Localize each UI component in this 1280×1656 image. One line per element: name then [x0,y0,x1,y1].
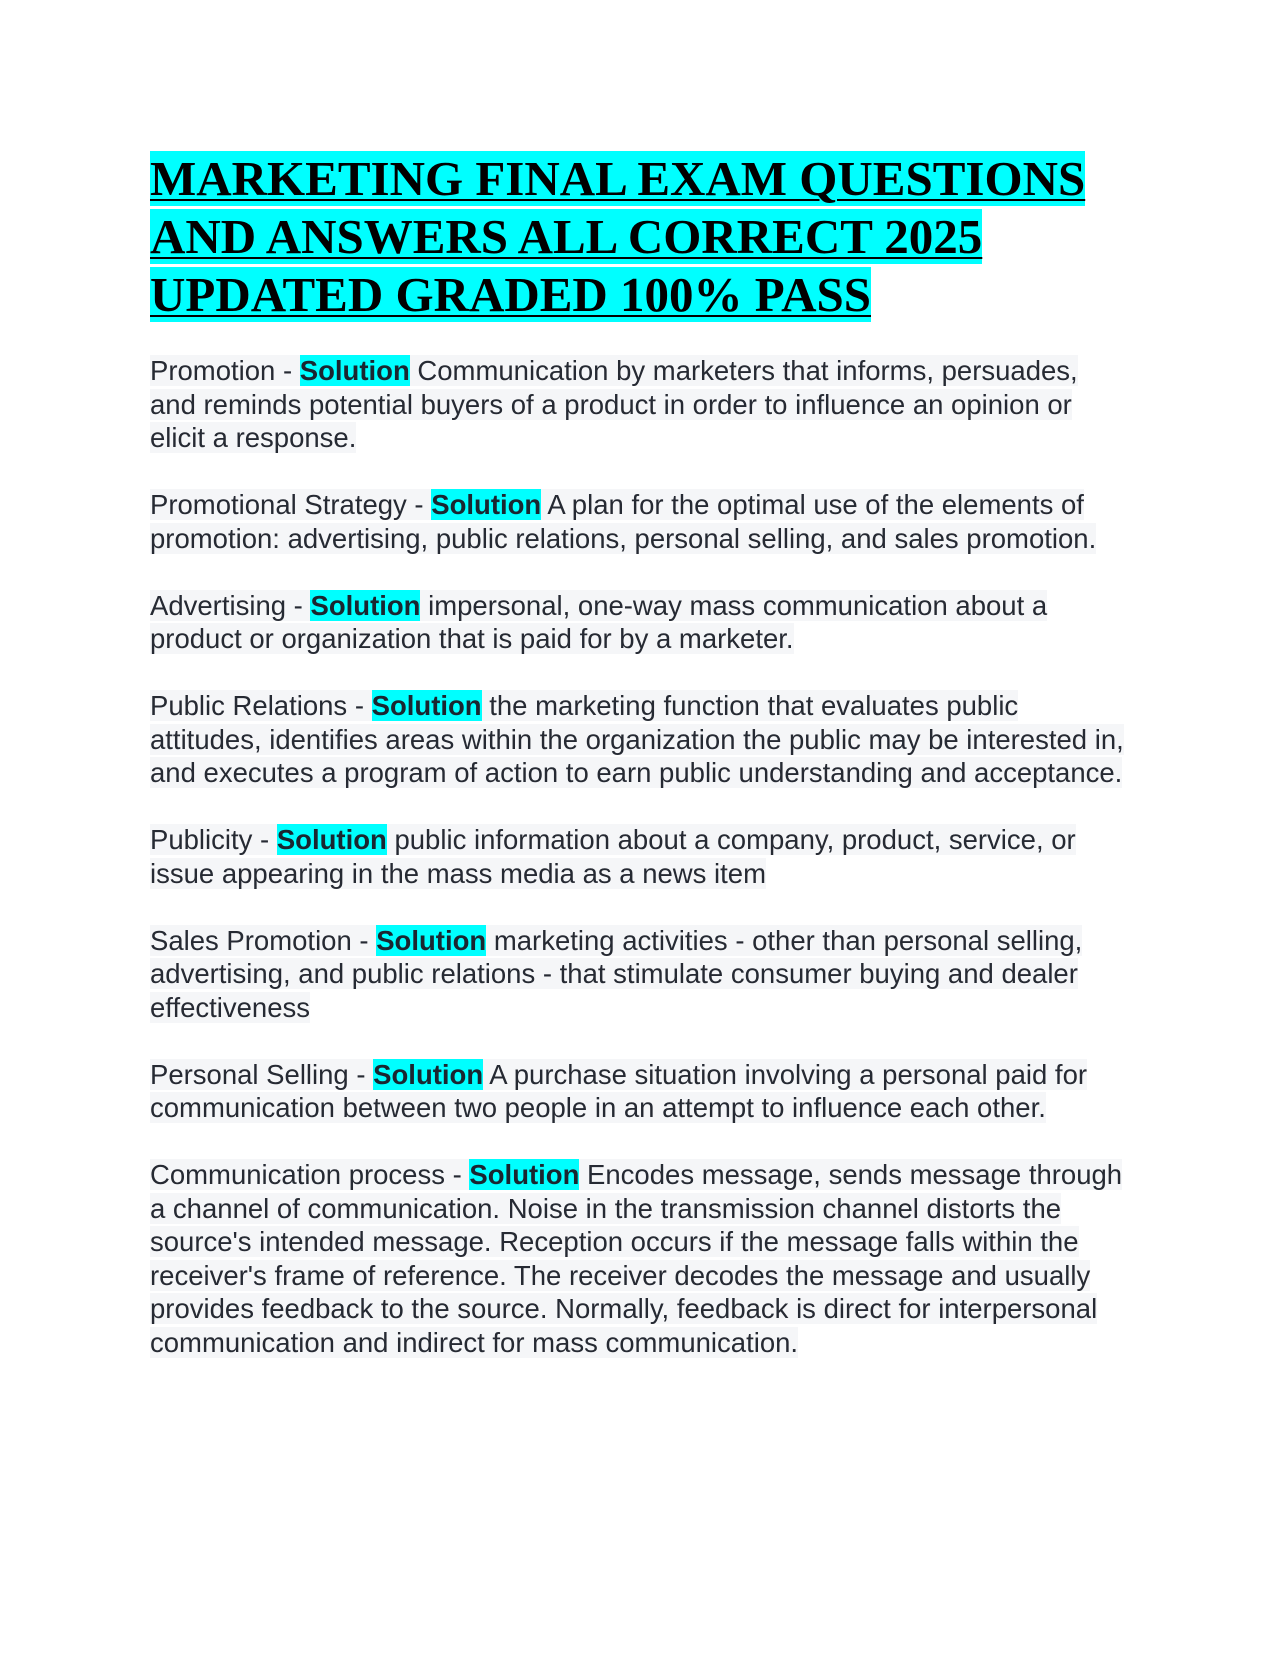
qa-entry [150,1058,1130,1125]
document-page [150,150,1130,1393]
qa-entry [150,488,1130,555]
qa-entry [150,354,1130,455]
qa-term: Public Relations - [150,690,372,721]
qa-list [150,354,1130,1359]
qa-definition: public information about a company, product, service, or issue appearing in the mass media as a news item [150,824,1076,889]
qa-term: Publicity - [150,824,277,855]
qa-term: Promotion - [150,355,300,386]
qa-term: Personal Selling - [150,1058,374,1090]
solution-label: Solution [310,589,421,621]
solution-label: Solution [373,1058,484,1090]
qa-term: Advertising - [150,589,311,621]
qa-definition: A plan for the optimal use of the elements of promotion: advertising, public relations, personal selling, and sales promotion. [150,489,1097,554]
qa-entry [150,589,1130,656]
solution-label: Solution [376,924,487,956]
solution-label: Solution [299,355,410,386]
qa-definition: Communication by marketers that informs, persuades, and reminds potential buyers of a product in order to influence an opinion or elicit a response. [150,355,1078,453]
qa-definition: marketing activities - other than personal selling, advertising, and public relations - that stimulate consumer buying and dealer effectiveness [150,924,1083,1023]
solution-label: Solution [469,1159,580,1190]
qa-term: Communication process - [150,1159,470,1190]
qa-term: Sales Promotion - [150,924,377,956]
qa-definition: Encodes message, sends message through a channel of communication. Noise in the transmission channel distorts the source's intended message. Reception occurs if the message falls within the receiver's frame of reference. The receiver decodes the message and usually provides feedback to the source. Normally, feedback is direct for interpersonal communication and indirect for mass communication. [150,1159,1123,1358]
qa-entry [150,1158,1130,1359]
document-title [150,150,1130,324]
qa-definition: A purchase situation involving a personal paid for communication between two people in an attempt to influence each other. [150,1058,1088,1123]
solution-label: Solution [276,824,387,855]
title-text: MARKETING FINAL EXAM QUESTIONS AND ANSWERS ALL CORRECT 2025 UPDATED GRADED 100% PASS [150,151,1086,322]
solution-label: Solution [371,690,482,721]
qa-entry [150,924,1130,1025]
qa-definition: impersonal, one-way mass communication about a product or organization that is paid for by a marketer. [150,589,1048,654]
qa-entry [150,689,1130,790]
qa-entry [150,823,1130,890]
qa-term: Promotional Strategy - [150,489,432,520]
qa-definition: the marketing function that evaluates public attitudes, identifies areas within the organization the public may be interested in, and executes a program of action to earn public understanding and acceptance. [150,690,1124,788]
solution-label: Solution [431,489,542,520]
